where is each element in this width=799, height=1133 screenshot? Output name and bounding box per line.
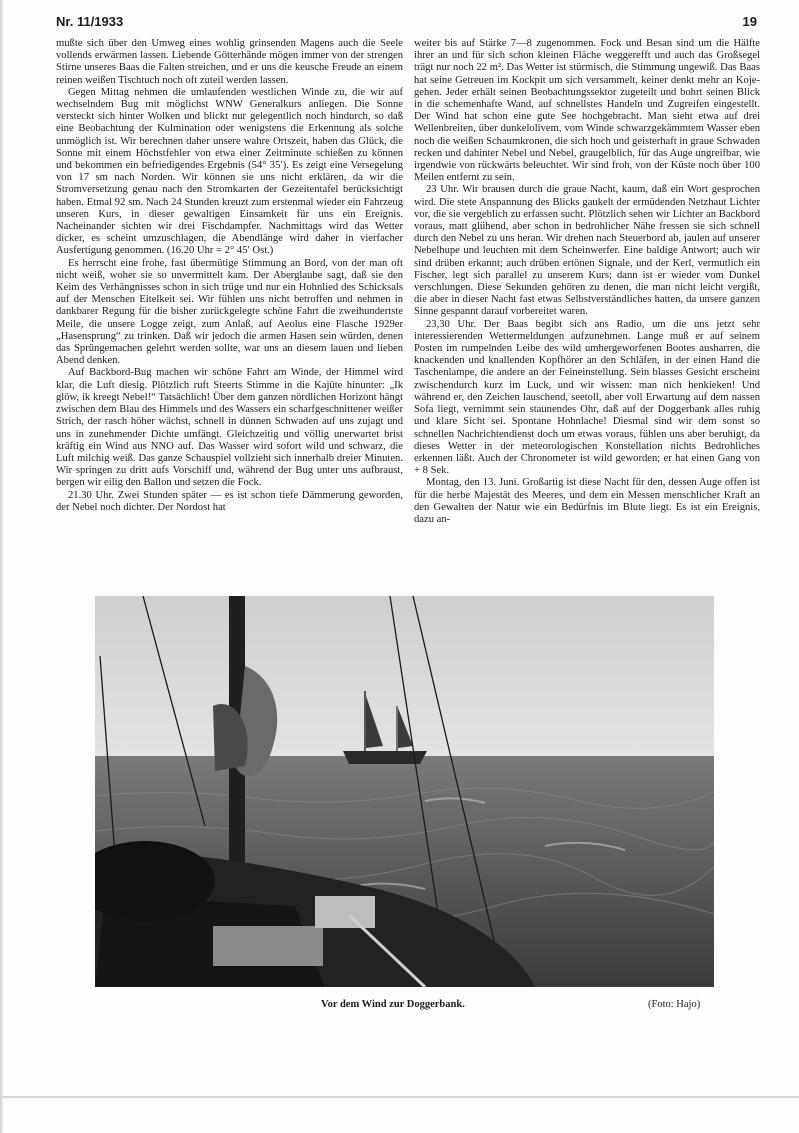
page-bottom-rule: [0, 1096, 799, 1098]
page-header: [56, 14, 757, 32]
paragraph: Es herrscht eine frohe, fast übermütige Stimmung an Bord, von der man oft nicht weiß, woher sie so unvermittelt kam. Der Aberglaube sagt, daß sie den Keim des Verhängnisses schon in sich trüge und nur ein Hohnlied des Schicksals auf der Menschen Eitelkeit sei. Wir fühlen uns nicht betroffen und nehmen in dankbarer Regung für die bisher zurückgelegte schöne Fahrt die zweihundertste Meile, die unsere Logge zeigt, zum Anlaß, auf Aeolus eine Flasche 1929er „Hasensprung“ zu trinken. Daß wir jedoch die armen Hasen sein würden, denen das Sprüngemachen gelehrt werden sollte, war uns an diesem lauen und lieben Abend denken.: [56, 257, 403, 367]
photo-credit: (Foto: Hajo): [648, 999, 701, 1010]
right-column: [414, 38, 760, 586]
scan-edge: [0, 0, 4, 1133]
paragraph: 21.30 Uhr. Zwei Stunden später — es ist schon tiefe Dämmerung geworden, der Nebel noch dichter. Der Nordost hat: [56, 489, 403, 513]
page-number: 19: [742, 14, 757, 29]
photo-illustration: [95, 596, 714, 987]
left-column: [56, 38, 403, 586]
sailing-photo: [95, 596, 714, 987]
issue-number: Nr. 11/1933: [56, 14, 124, 29]
paragraph: Auf Backbord-Bug machen wir schöne Fahrt am Winde, der Himmel wird klar, die Luft diesig. Plötzlich ruft Steerts Stimme in die Kajüte hinunter: „Ik glöw, ik kreegt Nebel!“ Tatsächlich! Über dem ganzen nördlichen Horizont hängt zwischen dem Blau des Himmels und des Wassers ein scharfgeschnittener weißer Strich, der rasch höher wächst, schnell in dünnen Schwaden auf uns zujagt und uns in zunehmender Dichte umfängt. Gleichzeitig und völlig unerwartet brist kräftig ein Wind aus NNO auf. Das Wasser wird sofort wild und schwarz, die Luft milchig weiß. Das ganze Schauspiel vollzieht sich innerhalb dreier Minuten. Wir springen zu dritt aufs Vorschiff und, während der Bug unter uns aufbraust, bergen wir eilig den Ballon und setzen die Fock.: [56, 367, 403, 489]
paragraph: Gegen Mittag nehmen die umlaufenden westlichen Winde zu, die wir auf wechselndem Bug mit möglichst WNW Generalkurs anliegen. Die Sonne versteckt sich hinter Wolken und blickt nur gelegentlich noch hindurch, so daß eine Beobachtung der Kulmination oder wenigstens die Erkennung als solche unmöglich ist. Wir berechnen daher unsere wahre Ortszeit, haben das Glück, die Sonne mit einem Höchstfehler von etwa einer Zeitminute schießen zu können und bekommen ein befriedigendes Ergebnis (54° 35′). Es zeigt eine Versegelung von 17 sm nach Norden. Wir können sie uns nicht erklären, da wir die Stromversetzung genau nach den Stromkarten der Gezeitentafel berücksichtigt haben. Etmal 92 sm. Nach 24 Stunden kreuzt zum erstenmal wieder ein Fahrzeug unseren Kurs, in dieser gewaltigen Einsamkeit für uns ein Ereignis. Nacheinander sichten wir drei Fischdampfer. Nachmittags wird das Wetter dicker, es scheint umzuschlagen, die Abendlänge wird daher in vierfacher Ausfertigung genommen. (16.20 Uhr = 2° 45′ Ost.): [56, 86, 403, 257]
paragraph: Montag, den 13. Juni. Großartig ist diese Nacht für den, dessen Auge offen ist für die herbe Majestät des Meeres, und dem ein Messen menschlicher Kraft an den Gewalten der Natur wie ein Bedürfnis im Blute liegt. Es ist ein Ereignis, dazu an-: [414, 477, 760, 525]
paragraph: mußte sich über den Umweg eines wohlig grinsenden Magens auch die Seele vollends erwärmen lassen. Liebende Götterhände mögen immer von der strengen Stirne unseres Baas die Falten streichen, und er uns die keusche Freude an einem reinen weißen Tischtuch noch oft zuteil werden lassen.: [56, 38, 403, 86]
paragraph: 23 Uhr. Wir brausen durch die graue Nacht, kaum, daß ein Wort gesprochen wird. Die stete Anspannung des Blicks gaukelt der ermüdenden Netzhaut Lichter vor, die sie vergeblich zu erfassen sucht. Plötzlich sehen wir Lichter an Backbord voraus, matt glühend, aber schon in bedrohlicher Nähe fressen sie sich schnell durch den Nebel zu uns heran. Wir drehen nach Steuerbord ab, jaulen auf unserer Nebelhupe und leuchten mit dem Scheinwerfer. Eine baldige Antwort; auch wir sind drüben erkannt; auch drüben ertönen Signale, und der Kerl, vermutlich ein Fischer, legt sich parallel zu unserem Kurs; dann ist er wieder vom Dunkel verschlungen. Diese Sekunden gehören zu denen, die man nicht leicht vergißt, die aber in dieser Nacht fast etwas Selbstverständliches hatten, da unsere ganzen Sinne gespannt darauf vorbereitet waren.: [414, 184, 760, 318]
paragraph: weiter bis auf Stärke 7—8 zugenommen. Fock und Besan sind um die Hälfte ihrer an und für sich schon kleinen Fläche weggerefft und auch das Großsegel trägt nur noch 22 m². Das Wetter ist stürmisch, die Stimmung ungewiß. Das Baas hat seine Getreuen im Kockpit um sich versammelt, keiner denkt mehr an Koje-gehen. Jeder erhält seinen Beobachtungssektor zugeteilt und bohrt seinen Blick in die schemenhafte Wand, auf schnellstes Handeln und Zugreifen eingestellt. Der Wind hat schon eine gute See hochgebracht. Man sieht etwa auf drei Wellenbreiten, über dunkelolivem, vom Winde schwarzgekämmtem Wasser eben noch die weißen Schaumkronen, die sich hoch und geisterhaft in graue Schwaden recken und dahinter Nebel und Nebel, graugelblich, für das Auge ungreifbar, wie irgendwie von rückwärts beleuchtet. Wir sind froh, von der Küste noch über 100 Meilen entfernt zu sein.: [414, 38, 760, 184]
paragraph: 23,30 Uhr. Der Baas begibt sich ans Radio, um die uns jetzt sehr interessierenden Wettermeldungen aufzunehmen. Lange muß er auf seinem Posten im rumpelnden Leibe des wild umhergeworfenen Bootes ausharren, die knackenden und knallenden Kopfhörer an den Schläfen, in der einen Hand die Taschenlampe, die andere an der Feineinstellung. Sein blasses Gesicht erscheint zwischendurch kurz im Luck, und wir wissen: man nich henkieken! Und während er, den Zeichen lauschend, seetoll, aber voll Erwartung auf dem nassen Sofa liegt, vernimmt sein staunendes Ohr, daß auf der Doggerbank alles ruhig und klare Sicht sei. Spontane Hohnlache! Diesmal sind wir dem sonst so schnellen Nachrichtendienst doch um etwas voraus, fühlen uns aber beruhigt, da dieses Wetter in der meteorologischen Konstellation nichts Bedrohliches erkennen läßt. Auch der Chronometer ist wild geworden; er hat einen Gang von + 8 Sek.: [414, 318, 760, 477]
figure-caption: Vor dem Wind zur Doggerbank.: [321, 999, 465, 1010]
